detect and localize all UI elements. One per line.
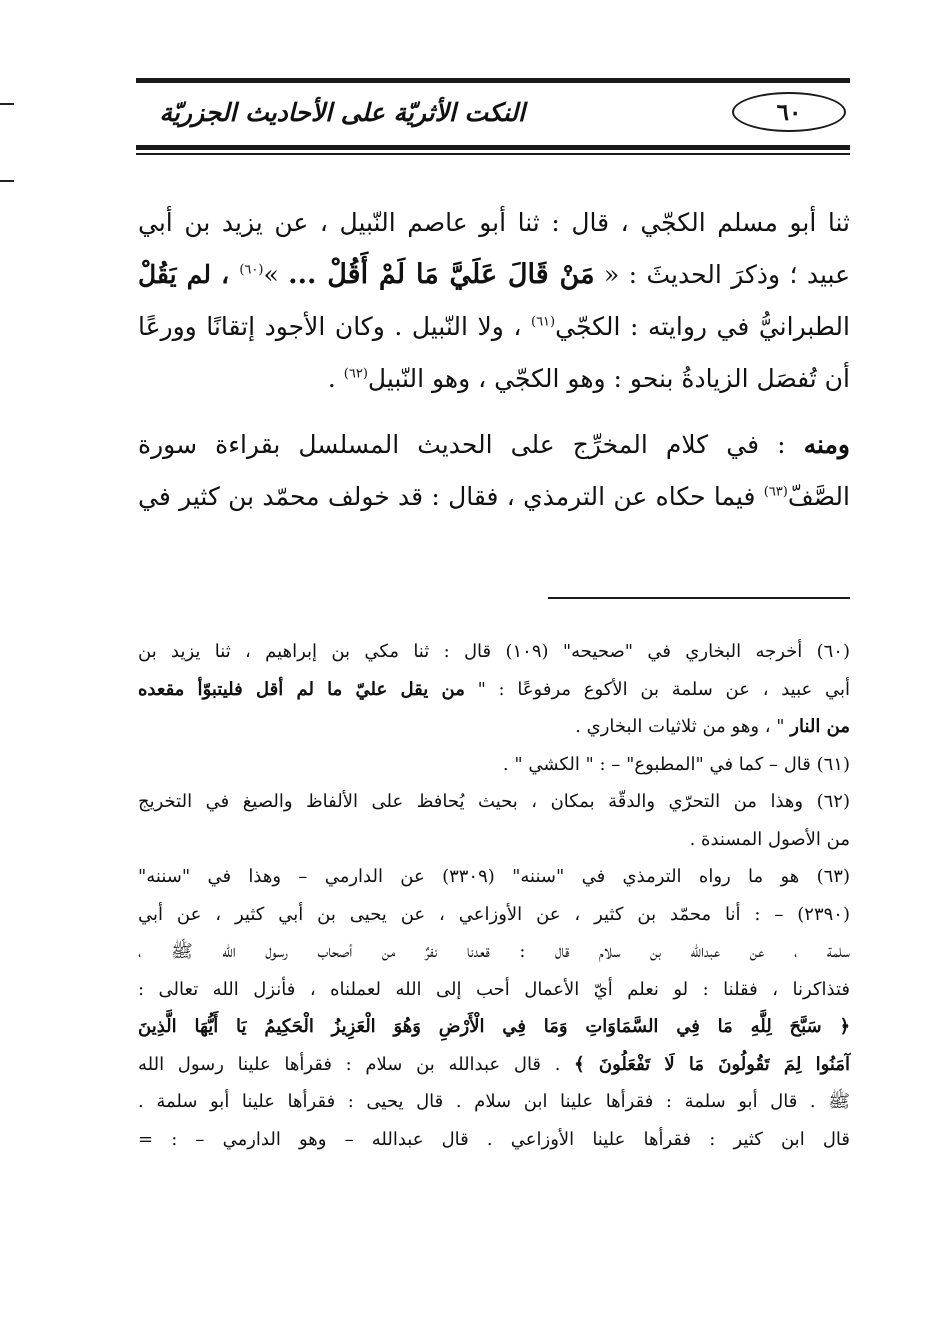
footnote-ref: (٦١)	[530, 314, 556, 330]
main-text	[138, 197, 850, 523]
scan-edge-mark	[0, 103, 14, 105]
footnotes	[138, 633, 850, 1158]
body-line: أن تُفصَل الزيادةُ بنحو : وهو الكجّي ، وهو النّبيل$^{(٦٢)}$ .	[327, 364, 850, 393]
footnote-line: سلمة ، عن عبدالله بن سلام قال : قعدنا نفرٌ من أصحاب رسول الله ﷺ ،	[138, 941, 850, 962]
hadith-text: من يقل عليّ ما لم أقل فليتبوّأ مقعده	[138, 678, 465, 700]
running-title: النكت الأثريّة على الأحاديث الجزريّة	[159, 98, 525, 127]
footnote-line: (٦١) قال – كما في "المطبوع" – : " الكشي " .	[502, 753, 850, 775]
footnote-line: من الأصول المسندة .	[689, 828, 850, 850]
page-number: ٦٠	[732, 92, 846, 132]
body-line: ثنا أبو مسلم الكجّي ، قال : ثنا أبو عاصم النّبيل ، عن يزيد بن أبي	[138, 208, 850, 237]
footnote-line: (٦٣) هو ما رواه الترمذي في "سننه" (٣٣٠٩) عن الدارمي – وهذا في "سننه"	[138, 866, 850, 887]
footnote-line: ﷺ . قال أبو سلمة : فقرأها علينا ابن سلام . قال يحيى : فقرأها علينا أبو سلمة .	[138, 1091, 850, 1112]
footnote-ref: (٦٢)	[343, 366, 368, 382]
body-line: الطبرانيُّ في روايته : الكجّي$^{(٦١)}$ ، ولا النّبيل . وكان الأجود إتقانًا وورعًا	[138, 312, 850, 341]
footnote-line: (٦٢) وهذا من التحرّي والدقّة بمكان ، بحيث يُحافظ على الألفاظ والصيغ في التخريج	[138, 791, 850, 812]
body-line: عبيد ؛ وذكرَ الحديثَ : « مَنْ قَالَ عَلَيَّ مَا لَمْ أَقُلْ ... »$^{(٦٠)}$ ، لم يَقُلْ	[138, 259, 850, 290]
footnote-ref: (٦٠)	[239, 262, 264, 278]
footnote-line	[138, 1008, 850, 1046]
footnote-line: (٦٠) أخرجه البخاري في "صحيحه" (١٠٩) قال : ثنا مكي بن إبراهيم ، ثنا يزيد بن	[138, 641, 851, 662]
header-rule-bottom-thin	[136, 153, 850, 155]
paragraph-lead: ومنه	[803, 430, 850, 459]
scan-edge-mark	[0, 180, 14, 182]
hadith-quote: مَنْ قَالَ عَلَيَّ مَا لَمْ أَقُلْ ...	[288, 259, 595, 290]
body-line: الصَّفّ$^{(٦٣)}$ فيما حكاه عن الترمذي ، فقال : قد خولف محمّد بن كثير في	[138, 482, 850, 511]
quran-verse: آمَنُوا لِمَ تَقُولُونَ مَا لَا تَفْعَلُونَ ﴾	[574, 1053, 850, 1075]
footnote-line: من النار " ، وهو من ثلاثيات البخاري .	[575, 716, 850, 737]
quran-verse: ﴿ سَبَّحَ لِلَّهِ مَا فِي السَّمَاوَاتِ وَمَا فِي الْأَرْضِ وَهُوَ الْعَزِيزُ الْحَكِيمُ يَا أَيُّهَا الَّذِينَ	[138, 1016, 850, 1037]
footnote-line: (٢٣٩٠) – : أنا محمّد بن كثير ، عن الأوزاعي ، عن يحيى بن أبي كثير ، عن أبي	[138, 903, 850, 925]
footnote-line: قال ابن كثير : فقرأها علينا الأوزاعي . قال عبدالله – وهو الدارمي – : =	[138, 1128, 850, 1150]
body-line: ومنه : في كلام المخرِّج على الحديث المسلسل بقراءة سورة	[138, 430, 850, 459]
hadith-text: من النار	[790, 716, 850, 737]
header-rule-bottom-thick	[136, 145, 850, 150]
header-rule-top	[136, 78, 850, 83]
footnote-line: أبي عبيد ، عن سلمة بن الأكوع مرفوعًا : " من يقل عليّ ما لم أقل فليتبوّأ مقعده	[138, 678, 850, 700]
footnote-line: فتذاكرنا ، فقلنا : لو نعلم أيّ الأعمال أحب إلى الله لعملناه ، فأنزل الله تعالى :	[138, 978, 850, 1000]
footnote-ref: (٦٣)	[763, 484, 788, 500]
footnote-line: آمَنُوا لِمَ تَقُولُونَ مَا لَا تَفْعَلُونَ ﴾ . قال عبدالله بن سلام : فقرأها علينا رسول الله	[138, 1053, 850, 1075]
footnote-separator	[548, 597, 850, 599]
